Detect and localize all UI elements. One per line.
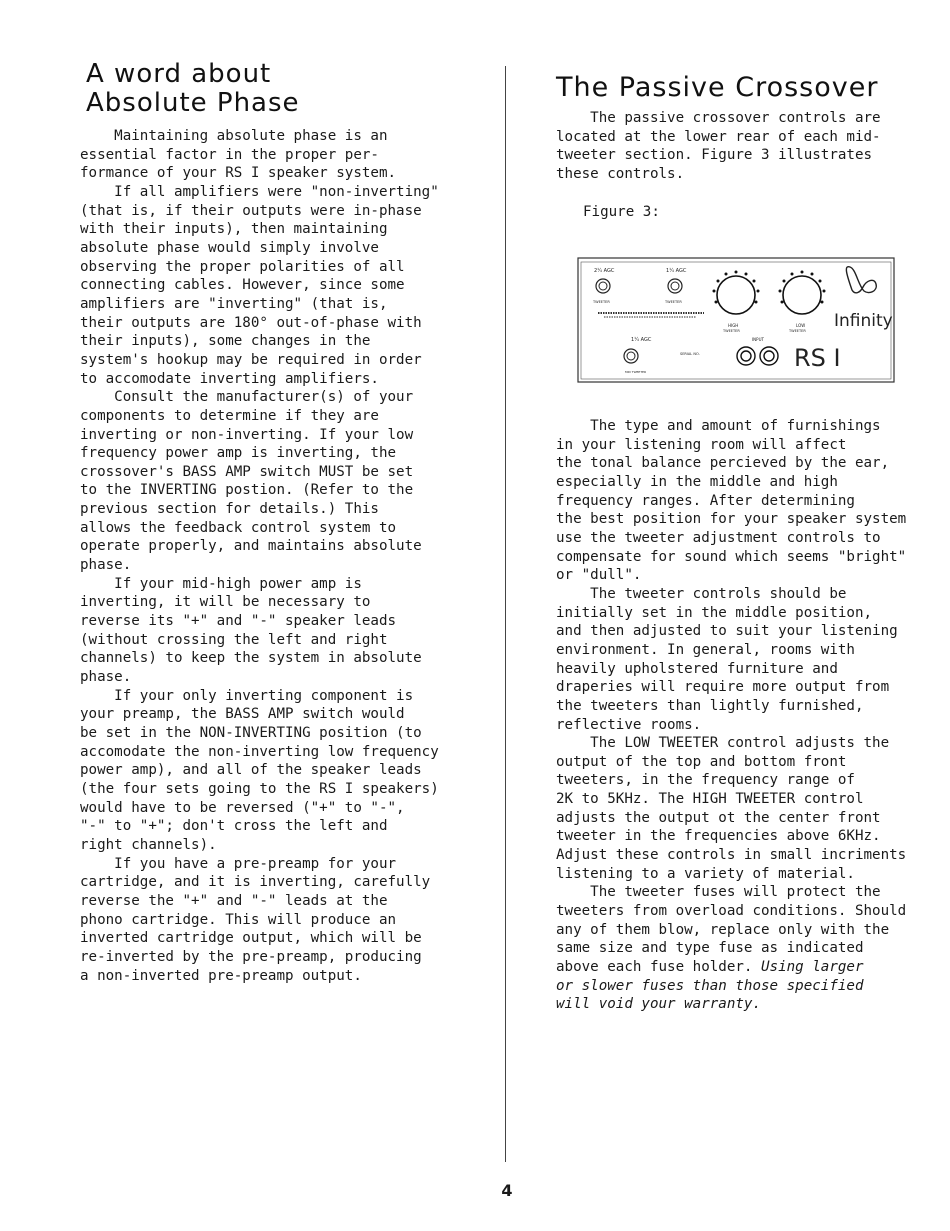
text-line: 2K to 5KHz. The HIGH TWEETER control [556, 791, 864, 808]
text-line: frequency power amp is inverting, the [80, 445, 397, 462]
text-line: and then adjusted to suit your listening [556, 623, 898, 640]
text-line: listening to a variety of material. [556, 865, 855, 882]
text-line: Consult the manufacturer(s) of your [80, 389, 414, 406]
page-number: 4 [501, 1181, 513, 1200]
high-knob-label: HIGH [728, 323, 739, 328]
text-line: (the four sets going to the RS I speakers) [80, 780, 439, 797]
text-line: observing the proper polarities of all [80, 258, 405, 275]
text-line: formance of your RS I speaker system. [80, 165, 397, 182]
text-line: adjusts the output ot the center front [556, 809, 881, 826]
fuse-holder-icon [624, 349, 638, 363]
text-line: Maintaining absolute phase is an [80, 128, 388, 144]
absolute-phase-body [80, 127, 439, 985]
tweeter-label: TWEETER [593, 300, 610, 304]
text-line: power amp), and all of the speaker leads [80, 762, 422, 779]
input-jack-icon [760, 347, 778, 365]
text-line: the tonal balance percieved by the ear, [556, 455, 890, 472]
text-line: heavily upholstered furniture and [556, 660, 838, 677]
text-line: their inputs), some changes in the [80, 333, 371, 350]
section-title-absolute-phase [86, 60, 486, 118]
fuse-label-3: 1¼ AGC [631, 337, 652, 343]
text-line: re-inverted by the pre-preamp, producing [80, 948, 422, 965]
text-line: in your listening room will affect [556, 436, 847, 453]
text-line: The LOW TWEETER control adjusts the [556, 735, 890, 752]
high-knob-sublabel: TWEETER [723, 329, 740, 333]
text-line: phono cartridge. This will produce an [80, 911, 397, 928]
text-line: The passive crossover controls are [556, 110, 881, 126]
text-line: to accomodate inverting amplifiers. [80, 370, 379, 387]
text-line: their outputs are 180° out-of-phase with [80, 314, 422, 331]
passive-crossover-intro [556, 109, 881, 184]
low-tweeter-knob-icon [779, 271, 826, 315]
text-line: especially in the middle and high [556, 473, 838, 490]
section-title-passive-crossover: The Passive Crossover [556, 72, 879, 103]
brand-name: Infinity [834, 311, 893, 331]
text-line: The tweeter controls should be [556, 585, 847, 602]
warning-text: will void your warranty. [556, 996, 761, 1013]
low-knob-sublabel: TWEETER [789, 329, 806, 333]
text-line: tweeter section. Figure 3 illustrates [556, 147, 873, 164]
passive-crossover-body [556, 417, 950, 1014]
text-line: connecting cables. However, since some [80, 277, 405, 294]
model-name: RS I [794, 344, 841, 372]
text-line: environment. In general, rooms with [556, 641, 855, 658]
input-jack-icon [737, 347, 755, 365]
fuse-label-1: 2¼ AGC [594, 268, 615, 274]
text-line: compensate for sound which seems "bright" [556, 548, 907, 565]
text-line: absolute phase would simply involve [80, 239, 379, 256]
text-line: (that is, if their outputs were in-phase [80, 202, 422, 219]
text-line: right channels). [80, 836, 217, 853]
text-line: with their inputs), then maintaining [80, 221, 388, 238]
text-line: be set in the NON-INVERTING position (to [80, 725, 422, 741]
text-line: components to determine if they are [80, 407, 379, 424]
title-line: A word about [86, 59, 272, 89]
text-line: The type and amount of furnishings [556, 418, 881, 434]
text-line: reflective rooms. [556, 716, 702, 733]
text-line: located at the lower rear of each mid- [556, 128, 881, 145]
fuse-holder-icon [668, 279, 682, 293]
text-line: (without crossing the left and right [80, 631, 388, 648]
text-line: phase. [80, 669, 132, 686]
crossover-panel-figure [576, 255, 896, 385]
warning-text: Using larger [761, 959, 864, 976]
tweeter-label: TWEETER [665, 300, 682, 304]
text-line: reverse its "+" and "-" speaker leads [80, 613, 397, 630]
column-divider [505, 66, 506, 1162]
text-line: Adjust these controls in small incriments [556, 847, 907, 864]
serial-label: SERIAL NO. [680, 352, 700, 356]
text-line: the tweeters than lightly furnished, [556, 697, 864, 714]
text-line: allows the feedback control system to [80, 519, 397, 536]
text-line: system's hookup may be required in order [80, 351, 422, 368]
text-line: tweeters from overload conditions. Should [556, 903, 907, 920]
text-line: If you have a pre-preamp for your [80, 855, 397, 872]
text-line: frequency ranges. After determining [556, 492, 855, 509]
title-line: Absolute Phase [86, 88, 300, 118]
text-line: initially set in the middle position, [556, 604, 873, 621]
text-line: The tweeter fuses will protect the [556, 884, 881, 901]
text-line: phase. [80, 557, 132, 574]
text-line: If your only inverting component is [80, 687, 414, 704]
text-line: If your mid-high power amp is [80, 575, 362, 592]
text-line: would have to be reversed ("+" to "-", [80, 799, 405, 816]
infinity-logo-icon [846, 267, 876, 293]
text-line: amplifiers are "inverting" (that is, [80, 295, 388, 312]
mid-tweeter-label: MID TWEETER [625, 370, 647, 374]
text-line-segment: above each fuse holder. [556, 959, 753, 976]
text-line: any of them blow, replace only with the [556, 921, 890, 938]
text-line [556, 958, 950, 977]
text-line: same size and type fuse as indicated [556, 940, 864, 957]
low-knob-label: LOW [796, 323, 806, 328]
text-line: previous section for details.) This [80, 501, 379, 518]
text-line: accomodate the non-inverting low frequency [80, 743, 439, 760]
high-tweeter-knob-icon [713, 271, 760, 315]
warning-text: or slower fuses than those specified [556, 977, 864, 994]
text-line: essential factor in the proper per- [80, 146, 379, 163]
text-line: If all amplifiers were "non-inverting" [80, 183, 439, 200]
figure-label: Figure 3: [583, 204, 660, 220]
text-line: output of the top and bottom front [556, 753, 847, 770]
text-line: draperies will require more output from [556, 679, 890, 696]
text-line: a non-inverted pre-preamp output. [80, 967, 362, 984]
text-line: crossover's BASS AMP switch MUST be set [80, 463, 414, 480]
text-line: the best position for your speaker system [556, 511, 907, 528]
text-line: inverting or non-inverting. If your low [80, 426, 414, 443]
text-line: use the tweeter adjustment controls to [556, 529, 881, 546]
text-line: your preamp, the BASS AMP switch would [80, 706, 405, 723]
fuse-label-2: 1¼ AGC [666, 268, 687, 274]
text-line: to the INVERTING postion. (Refer to the [80, 482, 414, 499]
text-line: "-" to "+"; don't cross the left and [80, 818, 388, 835]
input-label: INPUT [752, 337, 764, 342]
text-line: inverted cartridge output, which will be [80, 930, 422, 947]
text-line: tweeters, in the frequency range of [556, 772, 855, 789]
text-line: cartridge, and it is inverting, carefully [80, 874, 431, 891]
text-line: reverse the "+" and "-" leads at the [80, 892, 388, 909]
text-line: these controls. [556, 165, 685, 182]
text-line: channels) to keep the system in absolute [80, 650, 422, 667]
text-line: operate properly, and maintains absolute [80, 538, 422, 555]
text-line: or "dull". [556, 567, 642, 584]
fuse-holder-icon [596, 279, 610, 293]
text-line: inverting, it will be necessary to [80, 594, 371, 611]
text-line: tweeter in the frequencies above 6KHz. [556, 828, 881, 845]
